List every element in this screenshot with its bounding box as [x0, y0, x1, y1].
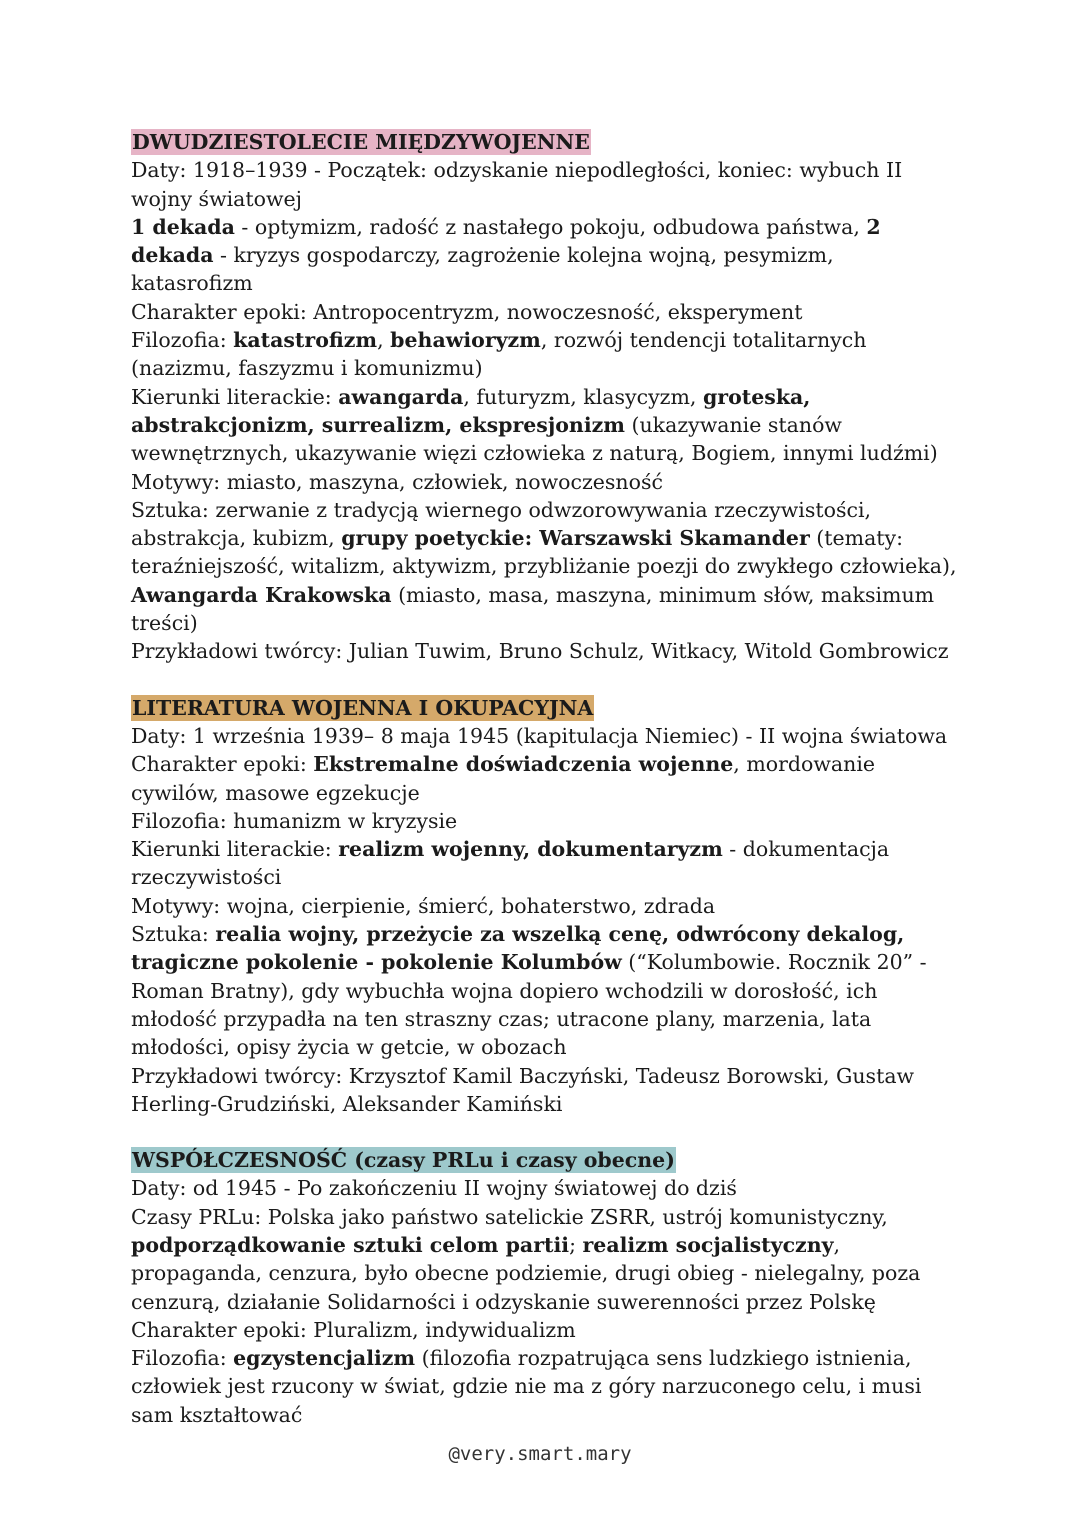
paragraph [131, 1344, 961, 1429]
paragraph [131, 835, 961, 892]
text: Filozofia: humanizm w kryzysie [131, 808, 458, 833]
document-page [131, 128, 961, 1457]
section-contemporary [131, 1146, 961, 1429]
bold-text: 2 dekada [131, 214, 881, 268]
section-interwar [131, 128, 961, 666]
text: Charakter epoki: Pluralizm, indywidualizm [131, 1317, 576, 1342]
text: (“Kolumbowie. Rocznik 20” - Roman Bratny), gdy wybuchła wojna dopiero wchodzili w dorosłość, ich młodość przypadła na ten straszny czas; utracone plany, marzenia, lata młodości, opisy życia w getcie, w obozach [131, 950, 927, 1060]
bold-text: podporządkowanie sztuki celom partii [131, 1232, 570, 1257]
text: Motywy: miasto, maszyna, człowiek, nowoczesność [131, 469, 663, 494]
author-handle: @very.smart.mary [448, 1443, 632, 1465]
paragraph [131, 807, 961, 835]
text: (miasto, masa, maszyna, minimum słów, maksimum treści) [131, 582, 935, 636]
text: Kierunki literackie: [131, 837, 339, 862]
text: Filozofia: [131, 328, 234, 353]
paragraph [131, 892, 961, 920]
paragraph [131, 1174, 961, 1202]
text: (filozofia rozpatrująca sens ludzkiego istnienia, człowiek jest rzucony w świat, gdzie nie ma z góry narzuconego celu, i musi sam kształtować [131, 1346, 922, 1427]
bold-text: realizm socjalistyczny [582, 1232, 834, 1257]
text: - dokumentacja rzeczywistości [131, 837, 890, 890]
section-body [131, 1174, 961, 1429]
section-heading: WSPÓŁCZESNOŚĆ (czasy PRLu i czasy obecne) [132, 1148, 675, 1173]
bold-text: realizm wojenny, dokumentaryzm [338, 837, 723, 862]
paragraph [131, 468, 961, 496]
text: , rozwój tendencji totalitarnych (nazizmu, faszyzmu i komunizmu) [131, 328, 867, 381]
text: Charakter epoki: [131, 752, 314, 777]
bold-text: awangarda [338, 384, 464, 409]
text: Sztuka: [131, 922, 216, 947]
text: , [377, 328, 391, 353]
paragraph [131, 1062, 961, 1119]
text: Przykładowi twórcy: Julian Tuwim, Bruno Schulz, Witkacy, Witold Gombrowicz [131, 639, 949, 664]
paragraph [131, 326, 961, 383]
paragraph [131, 156, 961, 213]
section-body [131, 722, 961, 1118]
paragraph [131, 637, 961, 665]
text: - optymizm, radość z nastałego pokoju, odbudowa państwa, [234, 214, 867, 239]
section-war-literature [131, 694, 961, 1118]
paragraph [131, 383, 961, 468]
paragraph [131, 722, 961, 750]
paragraph [131, 298, 961, 326]
text: Daty: 1918–1939 - Początek: odzyskanie niepodległości, koniec: wybuch II wojny światowej [131, 158, 903, 211]
paragraph [131, 1203, 961, 1316]
section-body [131, 156, 961, 665]
text: Daty: 1 września 1939– 8 maja 1945 (kapitulacja Niemiec) - II wojna światowa [131, 723, 948, 748]
bold-text: Ekstremalne doświadczenia wojenne [313, 752, 734, 777]
text: Charakter epoki: Antropocentryzm, nowoczesność, eksperyment [131, 299, 803, 324]
text: Przykładowi twórcy: Krzysztof Kamil Baczyński, Tadeusz Borowski, Gustaw Herling-Grudziński, Aleksander Kamiński [131, 1063, 915, 1116]
text: Kierunki literackie: [131, 384, 339, 409]
text: - kryzys gospodarczy, zagrożenie kolejna wojną, pesymizm, katasrofizm [131, 243, 834, 296]
section-heading: DWUDZIESTOLECIE MIĘDZYWOJENNE [132, 130, 590, 154]
text: , mordowanie cywilów, masowe egzekucje [131, 752, 876, 805]
text: Sztuka: zerwanie z tradycją wiernego odwzorowywania rzeczywistości, abstrakcja, kubizm, [131, 497, 872, 551]
text: Motywy: wojna, cierpienie, śmierć, bohaterstwo, zdrada [131, 893, 716, 918]
text: , propaganda, cenzura, było obecne podziemie, drugi obieg - nielegalny, poza cenzurą, działanie Solidarności i odzyskanie suwerenności przez Polskę [131, 1232, 921, 1314]
text: (tematy: teraźniejszość, witalizm, aktywizm, przybliżanie poezji do zwykłego człowieka), [131, 526, 957, 579]
text: Filozofia: [131, 1346, 234, 1371]
bold-text: realia wojny, przeżycie za wszelką cenę, odwrócony dekalog, tragiczne pokolenie - pokolenie Kolumbów [131, 922, 905, 975]
paragraph [131, 1316, 961, 1344]
bold-text: egzystencjalizm [233, 1346, 416, 1371]
bold-text: groteska, abstrakcjonizm, surrealizm, ekspresjonizm [131, 384, 811, 437]
text: Daty: od 1945 - Po zakończeniu II wojny światowej do dziś [131, 1176, 737, 1201]
text: ; [569, 1232, 583, 1257]
paragraph [131, 920, 961, 1061]
paragraph [131, 496, 961, 637]
bold-text: katastrofizm [233, 328, 378, 353]
paragraph [131, 750, 961, 807]
bold-text: 1 dekada [131, 214, 235, 239]
text: (ukazywanie stanów wewnętrznych, ukazywanie więzi człowieka z naturą, Bogiem, innymi ludźmi) [131, 412, 938, 466]
bold-text: Awangarda Krakowska [131, 582, 392, 607]
bold-text: grupy poetyckie: Warszawski Skamander [341, 526, 810, 551]
text: , futuryzm, klasycyzm, [463, 384, 703, 409]
section-heading: LITERATURA WOJENNA I OKUPACYJNA [132, 695, 594, 720]
text: Czasy PRLu: Polska jako państwo satelickie ZSRR, ustrój komunistyczny, [131, 1204, 888, 1229]
paragraph [131, 213, 961, 298]
bold-text: behawioryzm [390, 328, 541, 353]
